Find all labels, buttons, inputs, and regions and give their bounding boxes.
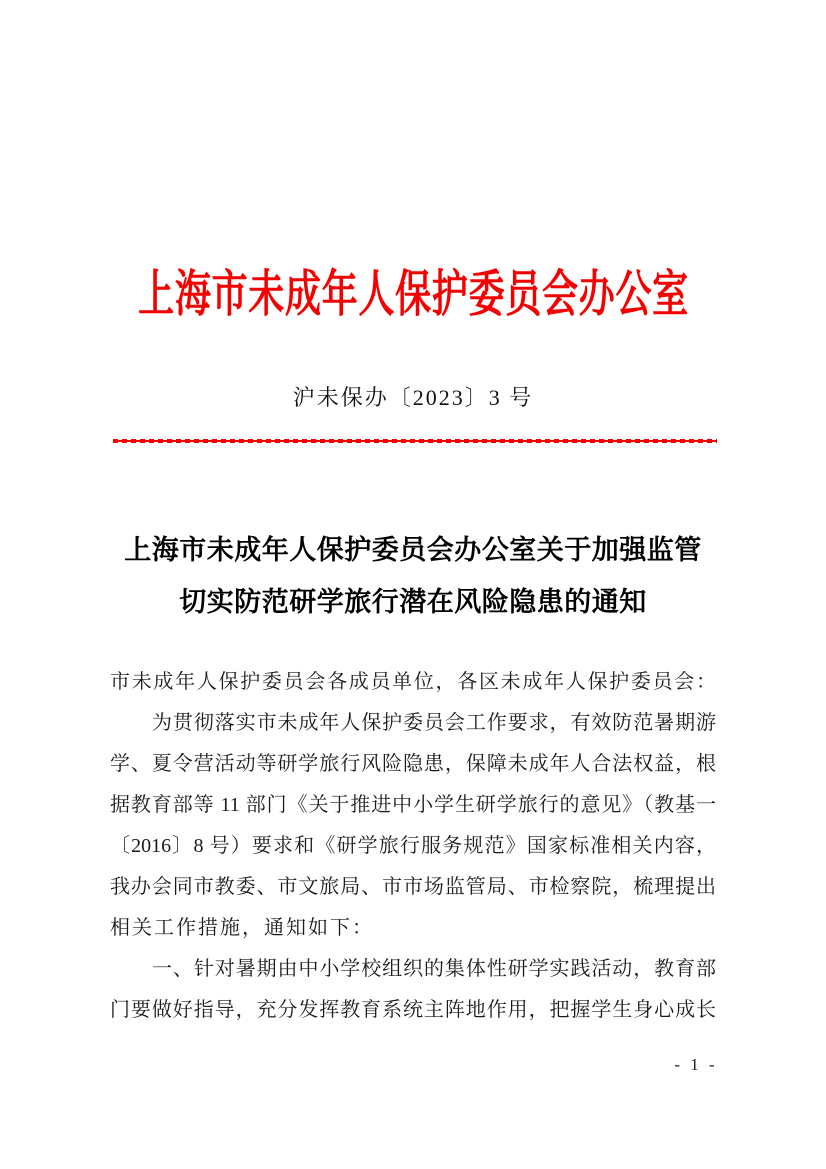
body-line: 〔2016〕8 号）要求和《研学旅行服务规范》国家标准相关内容， <box>110 835 716 857</box>
doc-number: 沪未保办〔2023〕3 号 <box>292 385 534 410</box>
doc-title <box>0 524 826 628</box>
body-line: 一、针对暑期由中小学校组织的集体性研学实践活动，教育部 <box>152 958 716 980</box>
body-line: 门要做好指导，充分发挥教育系统主阵地作用，把握学生身心成长 <box>110 999 716 1021</box>
letterhead <box>0 263 826 325</box>
doc-title-line2: 切实防范研学旅行潜在风险隐患的通知 <box>179 587 647 617</box>
body-line: 据教育部等 11 部门《关于推进中小学生研学旅行的意见》（教基一 <box>110 794 716 816</box>
body-line: 相关工作措施，通知如下： <box>110 917 374 939</box>
doc-title-line1: 上海市未成年人保护委员会办公室关于加强监管 <box>124 535 702 565</box>
body-line: 学、夏令营活动等研学旅行风险隐患，保障未成年人合法权益，根 <box>110 753 716 775</box>
body-text <box>110 662 716 1031</box>
body-line: 为贯彻落实市未成年人保护委员会工作要求，有效防范暑期游 <box>152 712 716 734</box>
body-line: 我办会同市教委、市文旅局、市市场监管局、市检察院，梳理提出 <box>110 876 716 898</box>
red-separator-rule <box>113 439 717 443</box>
body-line-salutation: 市未成年人保护委员会各成员单位，各区未成年人保护委员会： <box>110 671 716 693</box>
page-number: - 1 - <box>674 1055 718 1074</box>
org-header-title: 上海市未成年人保护委员会办公室 <box>137 266 689 322</box>
